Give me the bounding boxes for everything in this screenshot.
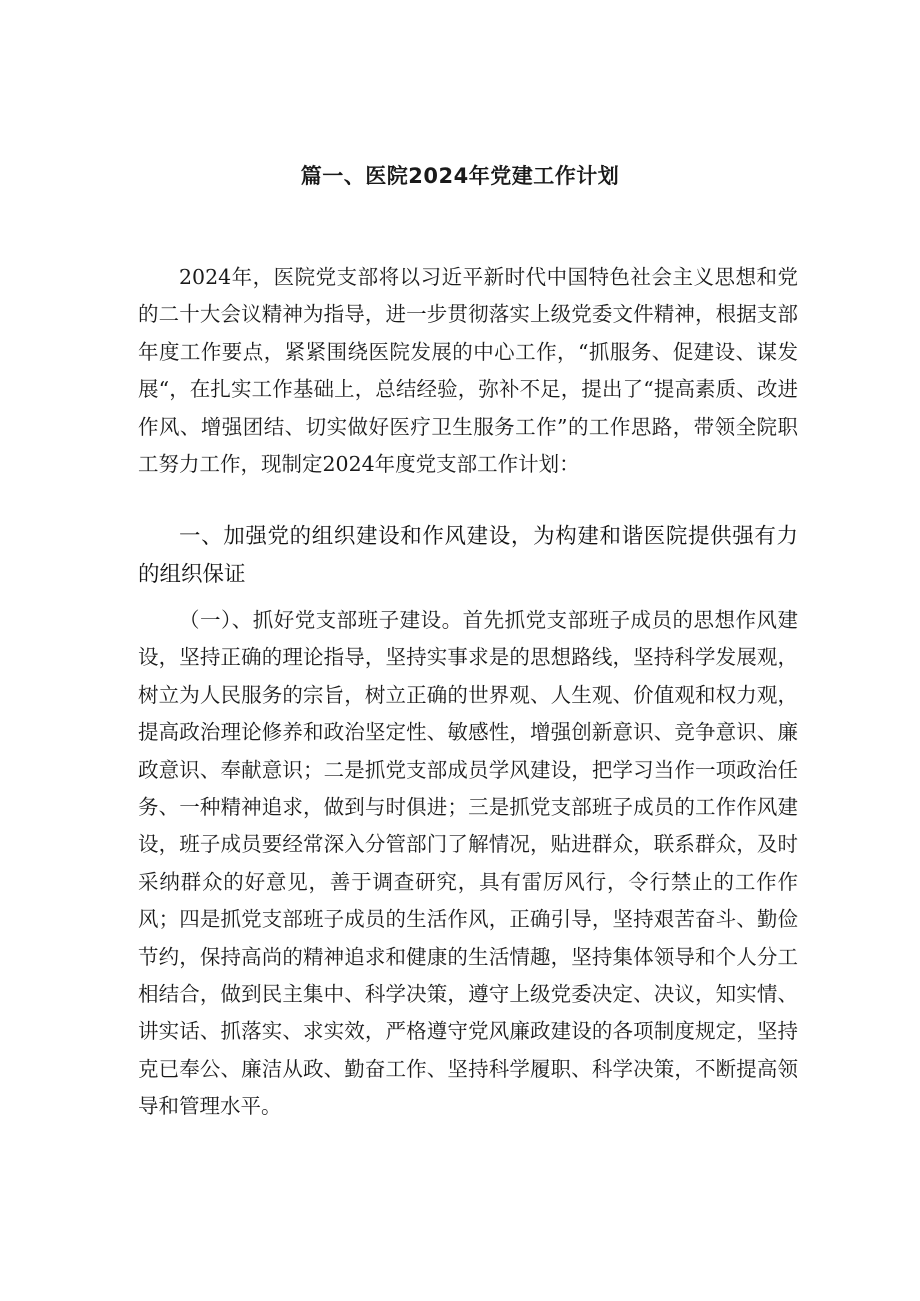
intro-paragraph: 2024年，医院党支部将以习近平新时代中国特色社会主义思想和党的二十大会议精神为指导，进一步贯彻落实上级党委文件精神，根据支部年度工作要点，紧紧围绕医院发展的中心工作，“抓服务、促建设、谋发展“，在扎实工作基础上，总结经验，弥补不足，提出了“提高素质、改进作风、增强团结、切实做好医疗卫生服务工作”的工作思路，带领全院职工努力工作，现制定2024年度党支部工作计划：	[138, 265, 798, 477]
section-heading: 一、加强党的组织建设和作风建设，为构建和谐医院提供强有力的组织保证	[138, 524, 798, 587]
document-title: 篇一、医院2024年党建工作计划	[300, 164, 620, 188]
section-paragraph: （一）、抓好党支部班子建设。首先抓党支部班子成员的思想作风建设，坚持正确的理论指导，坚持实事求是的思想路线，坚持科学发展观，树立为人民服务的宗旨，树立正确的世界观、人生观、价值观和权力观，提高政治理论修养和政治坚定性、敏感性，增强创新意识、竞争意识、廉政意识、奉献意识；二是抓党支部成员学风建设，把学习当作一项政治任务、一种精神追求，做到与时俱进；三是抓党支部班子成员的工作作风建设，班子成员要经常深入分管部门了解情况，贴进群众，联系群众，及时采纳群众的好意见，善于调查研究，具有雷厉风行，令行禁止的工作作风；四是抓党支部班子成员的生活作风，正确引导，坚持艰苦奋斗、勤俭节约，保持高尚的精神追求和健康的生活情趣，坚持集体领导和个人分工相结合，做到民主集中、科学决策，遵守上级党委决定、决议，知实情、讲实话、抓落实、求实效，严格遵守党风廉政建设的各项制度规定，坚持克已奉公、廉洁从政、勤奋工作、坚持科学履职、科学决策，不断提高领导和管理水平。	[138, 608, 798, 1119]
